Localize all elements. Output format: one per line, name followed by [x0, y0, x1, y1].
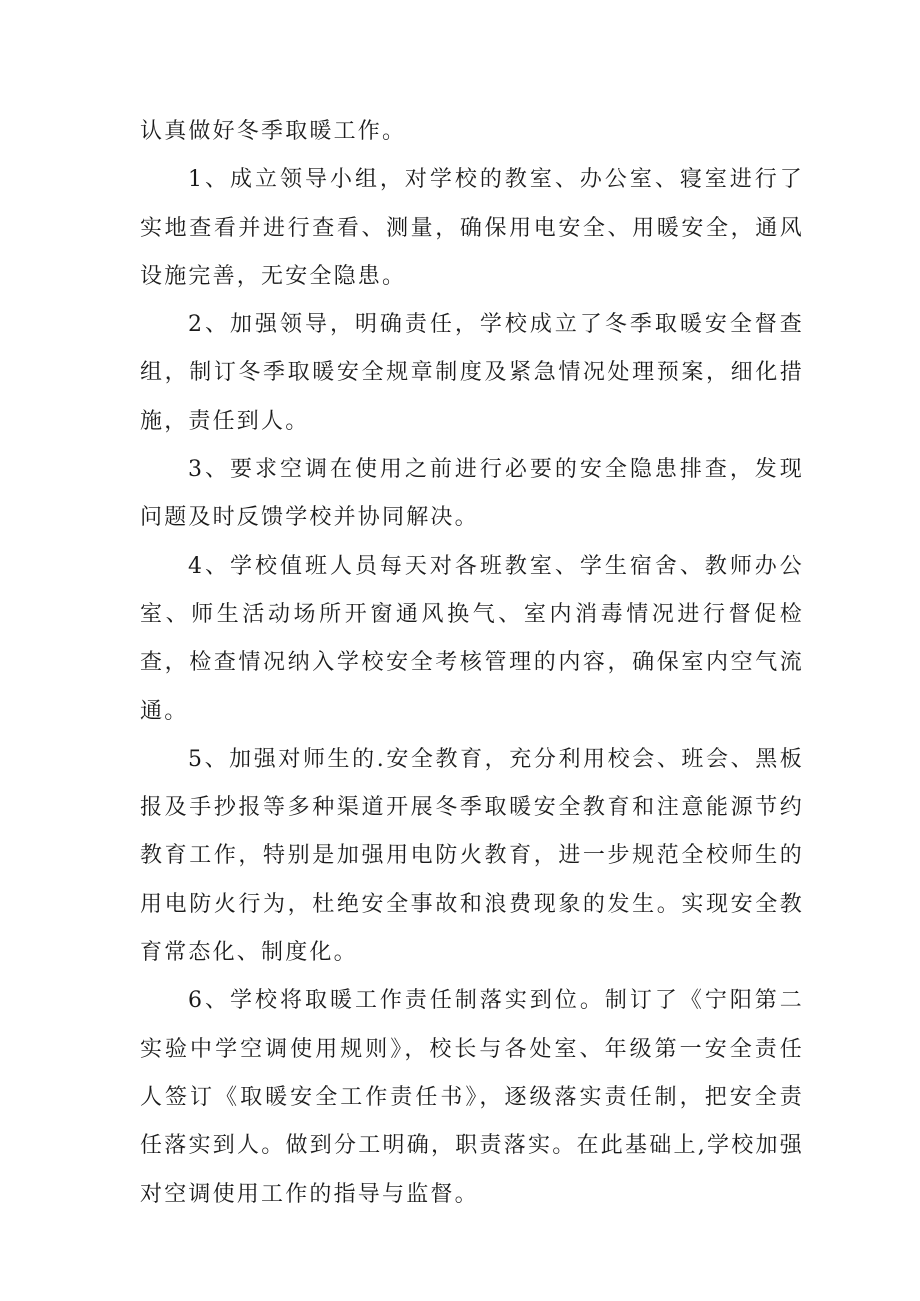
paragraph-item-4: 4、学校值班人员每天对各班教室、学生宿舍、教师办公室、师生活动场所开窗通风换气、室内消毒情况进行督促检查，检查情况纳入学校安全考核管理的内容，确保室内空气流通。 — [140, 553, 804, 724]
paragraph-item-3: 3、要求空调在使用之前进行必要的安全隐患排查，发现问题及时反馈学校并协同解决。 — [140, 457, 804, 531]
paragraph-item-6: 6、学校将取暖工作责任制落实到位。制订了《宁阳第二实验中学空调使用规则》，校长与各处室、年级第一安全责任人签订《取暖安全工作责任书》，逐级落实责任制，把安全责任落实到人。做到分工明确，职责落实。在此基础上,学校加强对空调使用工作的指导与监督。 — [140, 988, 804, 1207]
paragraph-intro: 认真做好冬季取暖工作。 — [140, 119, 407, 144]
document-body — [140, 108, 804, 1219]
paragraph-item-1: 1、成立领导小组，对学校的教室、办公室、寝室进行了实地查看并进行查看、测量，确保用电安全、用暖安全，通风设施完善，无安全隐患。 — [140, 167, 804, 289]
paragraph-item-5: 5、加强对师生的.安全教育，充分利用校会、班会、黑板报及手抄报等多种渠道开展冬季取暖安全教育和注意能源节约教育工作，特别是加强用电防火教育，进一步规范全校师生的用电防火行为，杜绝安全事故和浪费现象的发生。实现安全教育常态化、制度化。 — [140, 746, 804, 966]
paragraph-item-2: 2、加强领导，明确责任，学校成立了冬季取暖安全督查组，制订冬季取暖安全规章制度及紧急情况处理预案，细化措施，责任到人。 — [140, 312, 804, 434]
